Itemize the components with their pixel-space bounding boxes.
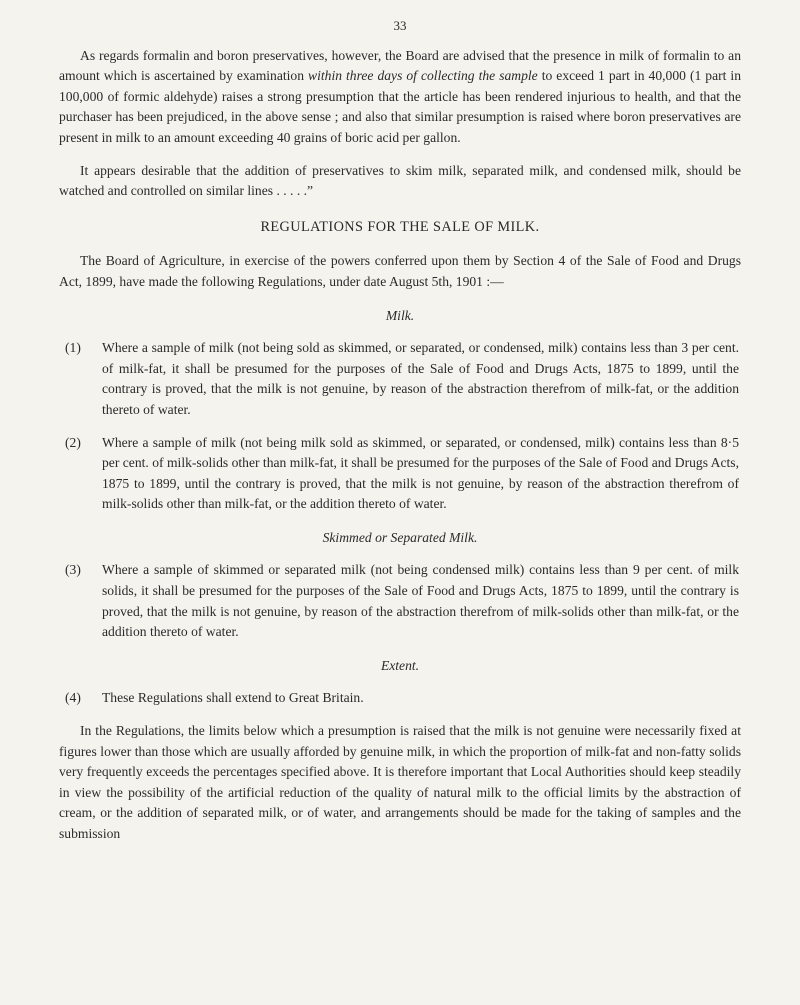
regulation-text: Where a sample of milk (not being milk sold as skimmed, or separated, or condensed, milk) contains less than 8·5 per cent. of milk-solids other than milk-fat, it shall be presumed for the purposes of the Sale of Food and Drugs Acts, 1875 to 1899, until the contrary is proved, that the milk is not genuine, by reason of the abstraction therefrom of milk-solids other than milk-fat, or the addition thereto of water. [102,434,739,512]
regulation-text: Where a sample of milk (not being sold as skimmed, or separated, or condensed, milk) contains less than 3 per cent. of milk-fat, it shall be presumed for the purposes of the Sale of Food and Drugs Acts, 1875 to 1899, until the contrary is proved, that the milk is not genuine, by reason of the abstraction therefrom of milk-fat, or the addition thereto of water. [102,340,739,417]
section-heading: REGULATIONS FOR THE SALE OF MILK. [260,218,540,235]
regulation-1 [59,338,741,420]
paragraph-limits: In the Regulations, the limits below which a presumption is raised that the milk is not genuine were necessarily fixed at figures lower than those which are usually afforded by genuine milk, in which the proportion of milk-fat and non-fatty solids very frequently exceeds the percentages specified above. It is therefore important that Local Authorities should keep steadily in view the possibility of the artificial reduction of the quality of natural milk to the official limits by the abstraction of cream, or the addition of separated milk, or of water, and arrangements should be made for the taking of samples and the submission [59,723,741,841]
subheading-skimmed: Skimmed or Separated Milk. [322,529,478,545]
regulation-number: (1) [65,340,81,356]
paragraph-preservatives-end: to exceed 1 part in 40,000 (1 part in 100,000 of formic aldehyde) raises a strong presumption that the article has been rendered injurious to health, and that the purchaser has been prejudiced, in the above sense ; and also that similar presumption is raised where boron preservatives are present in milk to an amount exceeding 40 grains of boric acid per gallon. [59,68,741,145]
regulation-4 [59,688,741,709]
page-number: 33 [393,18,407,33]
regulation-text: Where a sample of skimmed or separated milk (not being condensed milk) contains less than 9 per cent. of milk solids, it shall be presumed for the purposes of the Sale of Food and Drugs Acts, 1875 to 1899, until the contrary is proved, that the milk is not genuine, by reason of the abstraction therefrom of milk-solids other than milk-fat, or the addition thereto of water. [102,562,739,640]
paragraph-preservatives-italic: within three days of collecting the sample [308,68,538,84]
document-page [59,16,741,845]
regulation-2 [59,433,741,515]
regulation-text: These Regulations shall extend to Great Britain. [102,690,364,706]
subheading-milk: Milk. [385,307,415,323]
regulation-number: (3) [65,562,81,578]
paragraph-preservatives-start: As regards formalin and boron preservatives, however, the Board are advised that the presence in milk of formalin to an amount which is ascertained by examination [59,47,741,84]
subheading-extent: Extent. [380,657,420,673]
regulation-3 [59,560,741,642]
paragraph-skim-milk: It appears desirable that the addition of preservatives to skim milk, separated milk, and condensed milk, should be watched and controlled on similar lines . . . . .” [59,162,741,199]
paragraph-board-of-agriculture: The Board of Agriculture, in exercise of the powers conferred upon them by Section 4 of the Sale of Food and Drugs Act, 1899, have made the following Regulations, under date August 5th, 1901 :— [59,253,741,289]
paragraph-preservatives [59,46,741,149]
regulation-number: (2) [65,434,81,450]
regulation-number: (4) [65,690,81,706]
